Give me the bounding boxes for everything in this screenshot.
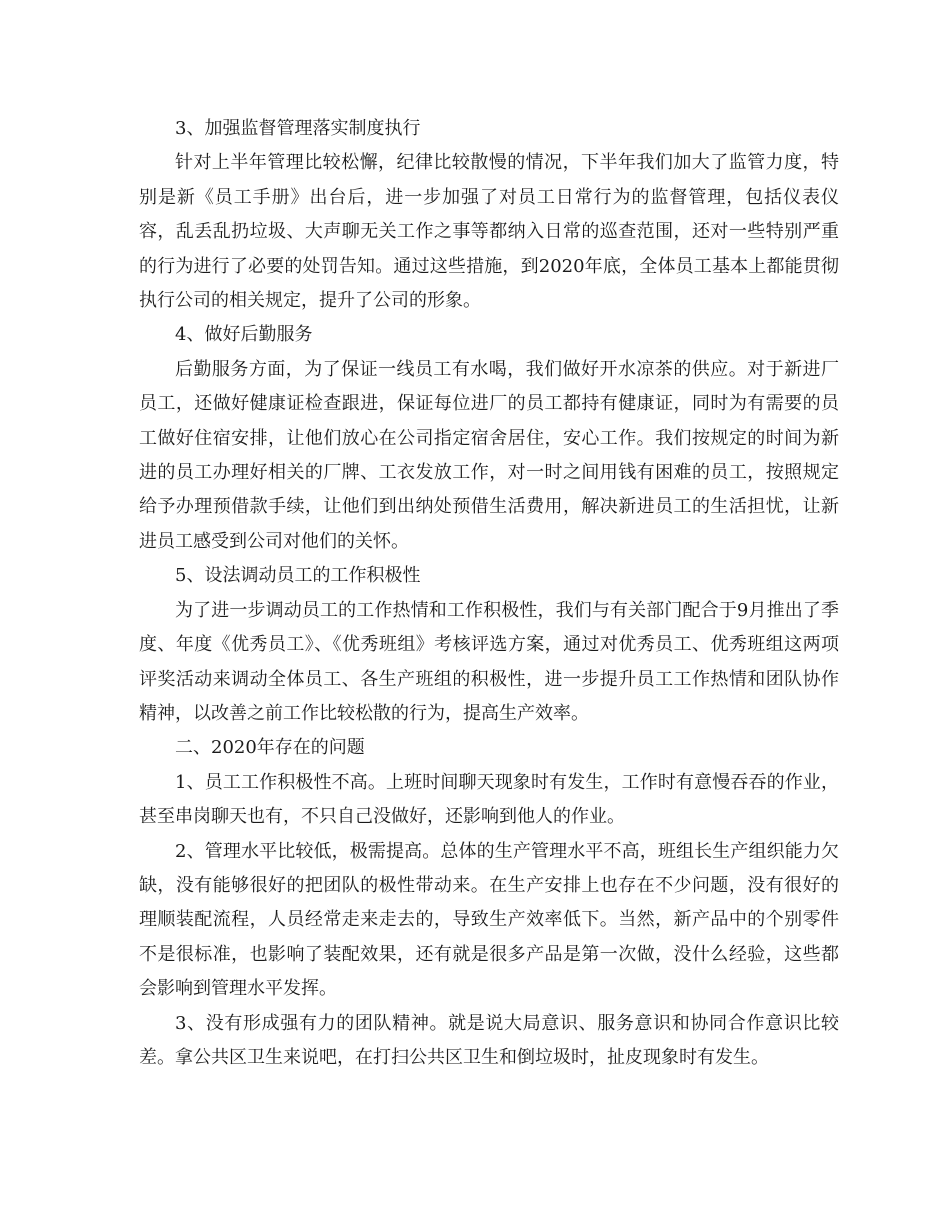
body-paragraph: 1、员工工作积极性不高。上班时间聊天现象时有发生，工作时有意慢吞吞的作业，甚至串岗聊天也有，不只自己没做好，还影响到他人的作业。 bbox=[139, 771, 839, 828]
body-paragraph: 为了进一步调动员工的工作热情和工作积极性，我们与有关部门配合于9月推出了季度、年度《优秀员工》、《优秀班组》考核评选方案，通过对优秀员工、优秀班组这两项评奖活动来调动全体员工、各生产班组的积极性，进一步提升员工工作热情和团队协作精神，以改善之前工作比较松散的行为，提高生产效率。 bbox=[139, 599, 839, 724]
body-paragraph: 针对上半年管理比较松懈，纪律比较散慢的情况，下半年我们加大了监管力度，特别是新《员工手册》出台后，进一步加强了对员工日常行为的监督管理，包括仪表仪容，乱丢乱扔垃圾、大声聊无关工作之事等都纳入日常的巡查范围，还对一些特别严重的行为进行了必要的处罚告知。通过这些措施，到2020年底，全体员工基本上都能贯彻执行公司的相关规定，提升了公司的形象。 bbox=[139, 152, 839, 312]
section-heading: 5、设法调动员工的工作积极性 bbox=[175, 565, 421, 587]
body-paragraph: 2、管理水平比较低，极需提高。总体的生产管理水平不高，班组长生产组织能力欠缺，没有能够很好的把团队的极性带动来。在生产安排上也存在不少问题，没有很好的理顺装配流程，人员经常走来走去的，导致生产效率低下。当然，新产品中的个别零件不是很标准，也影响了装配效果，还有就是很多产品是第一次做，没什么经验，这些都会影响到管理水平发挥。 bbox=[139, 840, 839, 1000]
document-body bbox=[139, 112, 839, 1075]
body-paragraph: 3、没有形成强有力的团队精神。就是说大局意识、服务意识和协同合作意识比较差。拿公共区卫生来说吧，在打扫公共区卫生和倒垃圾时，扯皮现象时有发生。 bbox=[139, 1012, 839, 1068]
section-heading: 二、2020年存在的问题 bbox=[175, 737, 365, 759]
section-heading: 3、加强监督管理落实制度执行 bbox=[175, 118, 421, 139]
body-paragraph: 后勤服务方面，为了保证一线员工有水喝，我们做好开水凉茶的供应。对于新进厂员工，还做好健康证检查跟进，保证每位进厂的员工都持有健康证，同时为有需要的员工做好住宿安排，让他们放心在公司指定宿舍居住，安心工作。我们按规定的时间为新进的员工办理好相关的厂牌、工衣发放工作，对一时之间用钱有困难的员工，按照规定给予办理预借款手续，让他们到出纳处预借生活费用，解决新进员工的生活担忧，让新进员工感受到公司对他们的关怀。 bbox=[139, 358, 839, 552]
section-heading: 4、做好后勤服务 bbox=[175, 324, 313, 346]
